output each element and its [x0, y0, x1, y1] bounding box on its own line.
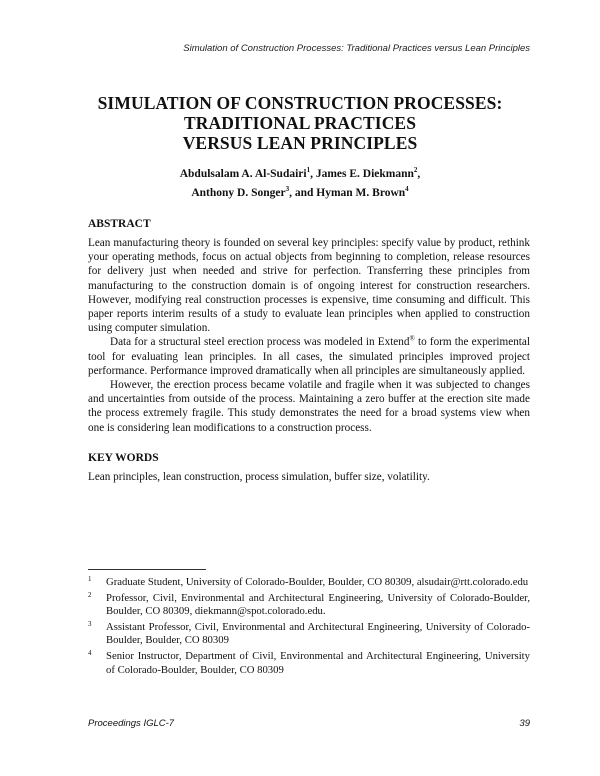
footnote-number: 2: [88, 590, 92, 599]
footnote: [88, 621, 530, 648]
running-footer: [88, 718, 530, 729]
title-line-1: SIMULATION OF CONSTRUCTION PROCESSES:: [97, 93, 503, 113]
authors-line-2: [80, 182, 520, 201]
author-name: Abdulsalam A. Al-Sudairi: [179, 167, 307, 180]
footnotes: [88, 576, 530, 679]
title-line-2: TRADITIONAL PRACTICES: [183, 113, 417, 133]
abstract-text: Data for a structural steel erection process was modeled in Extend: [110, 336, 410, 349]
footnote-text: Senior Instructor, Department of Civil, Environmental and Architectural Engineering, University of Colorado-Boulder, Boulder, CO 80309: [106, 649, 530, 676]
page-number: 39: [519, 718, 530, 729]
author-footnote-mark: 4: [405, 184, 409, 193]
keywords-heading: KEY WORDS: [88, 452, 159, 464]
author-footnote-mark: 3: [285, 184, 290, 193]
running-header: Simulation of Construction Processes: Traditional Practices versus Lean Principles: [183, 43, 530, 54]
paper-title: [60, 93, 540, 153]
proceedings-label: Proceedings IGLC-7: [88, 718, 175, 729]
author-separator: ,: [417, 167, 421, 180]
author-name: Anthony D. Songer: [191, 186, 286, 199]
author-footnote-mark: 2: [413, 166, 418, 174]
footnote: [88, 576, 530, 590]
abstract-heading: ABSTRACT: [88, 218, 151, 230]
author-name: James E. Diekmann: [315, 167, 414, 180]
footnote-number: 4: [88, 648, 92, 657]
author-name: Hyman M. Brown: [316, 186, 406, 199]
footnote-text: Professor, Civil, Environmental and Architectural Engineering, University of Colorado-Boulder, Boulder, CO 80309, diekmann@spot.colorado.edu.: [106, 591, 530, 618]
footnote-divider: [88, 569, 206, 570]
footnote: [88, 650, 530, 677]
abstract-paragraph: However, the erection process became volatile and fragile when it was subjected to changes and uncertainties from outside of the process. Maintaining a zero buffer at the erection site made the process extremely fragile. This study demonstrates the need for a broad systems view when one is considering lean modifications to a construction process.: [88, 379, 530, 434]
author-list: [80, 163, 520, 201]
registered-mark: ®: [409, 334, 415, 343]
keywords-text: Lean principles, lean construction, process simulation, buffer size, volatility.: [88, 471, 430, 483]
footnote-number: 3: [88, 619, 92, 628]
footnote: [88, 592, 530, 619]
author-separator: , and: [289, 186, 317, 199]
abstract-text: to form the experimental tool for evaluating lean principles. In all cases, the simulated principles improved project performance. Performance improved dramatically when all principles are simultaneously applied.: [88, 336, 530, 377]
abstract-body: [88, 236, 530, 435]
abstract-paragraph: Lean manufacturing theory is founded on several key principles: specify value by product, rethink your operating methods, focus on actual objects from beginning to completion, release resources for delivery just when needed and strive for perfection. Transferring these principles from manufacturing to the construction domain is of ongoing interest for construction researchers. However, modifying real construction processes is expensive, time consuming and difficult. This paper reports interim results of a study to evaluate lean principles when applied to construction using computer simulation.: [88, 237, 530, 335]
author-footnote-mark: 1: [306, 166, 311, 174]
footnote-number: 1: [88, 575, 92, 583]
abstract-paragraph: [88, 335, 530, 378]
author-separator: ,: [310, 167, 316, 180]
authors-line-1: [80, 163, 520, 182]
footnote-text: Graduate Student, University of Colorado-Boulder, Boulder, CO 80309, alsudair@rtt.colorado.edu: [106, 576, 529, 588]
footnote-text: Assistant Professor, Civil, Environmental and Architectural Engineering, University of Colorado-Boulder, Boulder, CO 80309: [106, 620, 530, 647]
title-line-3: VERSUS LEAN PRINCIPLES: [182, 133, 418, 153]
